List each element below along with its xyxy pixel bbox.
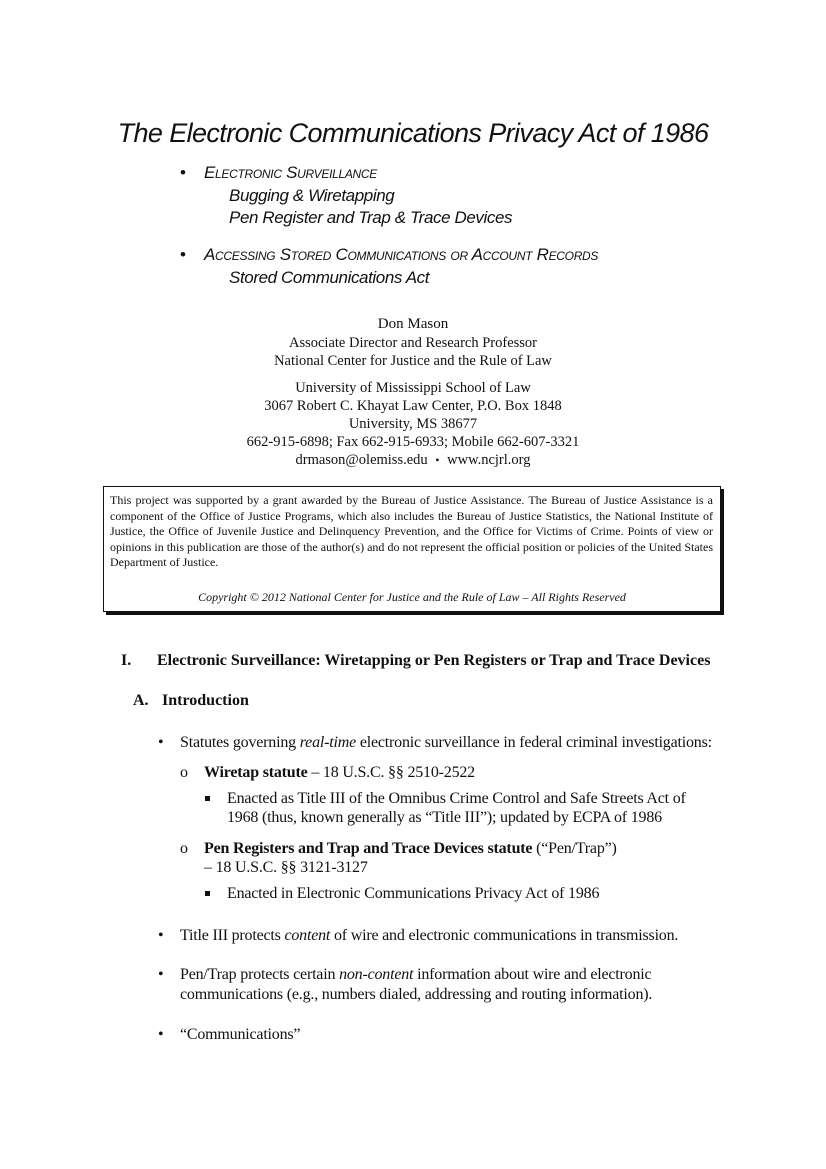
author-name: Don Mason <box>377 316 449 332</box>
square-marker <box>205 796 210 801</box>
list-item: 1968 (thus, known generally as “Title III”); updated by ECPA of 1986 <box>227 809 662 826</box>
circle-marker: o <box>180 840 188 857</box>
bullet-marker: • <box>180 245 186 264</box>
author-website[interactable]: www.ncjrl.org <box>447 452 531 468</box>
author-city: University, MS 38677 <box>348 416 478 432</box>
section-title: Electronic Surveillance: Wiretapping or Pen Registers or Trap and Trace Devices <box>157 652 711 669</box>
list-item: “Communications” <box>180 1026 301 1043</box>
topic-heading: Accessing Stored Communications or Account Records <box>204 245 599 264</box>
bullet-marker: • <box>158 966 164 983</box>
subsection-title: Introduction <box>162 692 249 709</box>
square-marker <box>205 891 210 896</box>
list-item: Title III protects content of wire and electronic communications in transmission. <box>180 927 679 944</box>
circle-marker: o <box>180 764 188 781</box>
list-item: Enacted in Electronic Communications Privacy Act of 1986 <box>227 885 600 902</box>
list-item: Statutes governing real-time electronic surveillance in federal criminal investigations: <box>180 734 712 751</box>
list-item: Enacted as Title III of the Omnibus Crime Control and Safe Streets Act of <box>227 790 686 807</box>
subsection-number: A. <box>133 692 149 709</box>
list-item: Pen Registers and Trap and Trace Devices statute (“Pen/Trap”) <box>204 840 617 857</box>
topic-subitem: Bugging & Wiretapping <box>229 186 395 205</box>
bullet-marker: • <box>158 927 164 944</box>
author-org: National Center for Justice and the Rule of Law <box>274 353 552 369</box>
author-phones: 662-915-6898; Fax 662-915-6933; Mobile 662-607-3321 <box>246 434 580 450</box>
document-title: The Electronic Communications Privacy Act of 1986 <box>117 118 709 148</box>
list-item: communications (e.g., numbers dialed, addressing and routing information). <box>180 986 653 1003</box>
bullet-marker: • <box>158 1026 164 1043</box>
list-item: Pen/Trap protects certain non-content information about wire and electronic <box>180 966 652 983</box>
list-item: Wiretap statute – 18 U.S.C. §§ 2510-2522 <box>204 764 475 781</box>
copyright-notice: Copyright © 2012 National Center for Justice and the Rule of Law – All Rights Reserved <box>198 590 626 604</box>
topic-heading: Electronic Surveillance <box>204 163 377 182</box>
list-item: – 18 U.S.C. §§ 3121-3127 <box>204 859 368 876</box>
author-address: 3067 Robert C. Khayat Law Center, P.O. Box 1848 <box>264 398 562 414</box>
author-email[interactable]: drmason@olemiss.edu <box>295 452 428 468</box>
author-school: University of Mississippi School of Law <box>295 380 531 396</box>
author-contact <box>0 452 826 469</box>
author-role: Associate Director and Research Professor <box>288 335 538 351</box>
bullet-marker: • <box>158 734 164 751</box>
disclaimer-box <box>103 486 721 612</box>
disclaimer-text: This project was supported by a grant awarded by the Bureau of Justice Assistance. The Bureau of Justice Assistance is a component of the Office of Justice Programs, which also includes the Bureau of Justice Statistics, the National Institute of Justice, the Office of Juvenile Justice and Delinquency Prevention, and the Office for Victims of Crime. Points of view or opinions in this publication are those of the author(s) and do not represent the official position or policies of the United States Department of Justice. <box>110 493 713 570</box>
topic-subitem: Pen Register and Trap & Trace Devices <box>229 208 513 227</box>
section-number: I. <box>121 652 132 669</box>
contact-separator: • <box>435 453 440 467</box>
topic-subitem: Stored Communications Act <box>229 268 430 287</box>
bullet-marker: • <box>180 163 186 182</box>
